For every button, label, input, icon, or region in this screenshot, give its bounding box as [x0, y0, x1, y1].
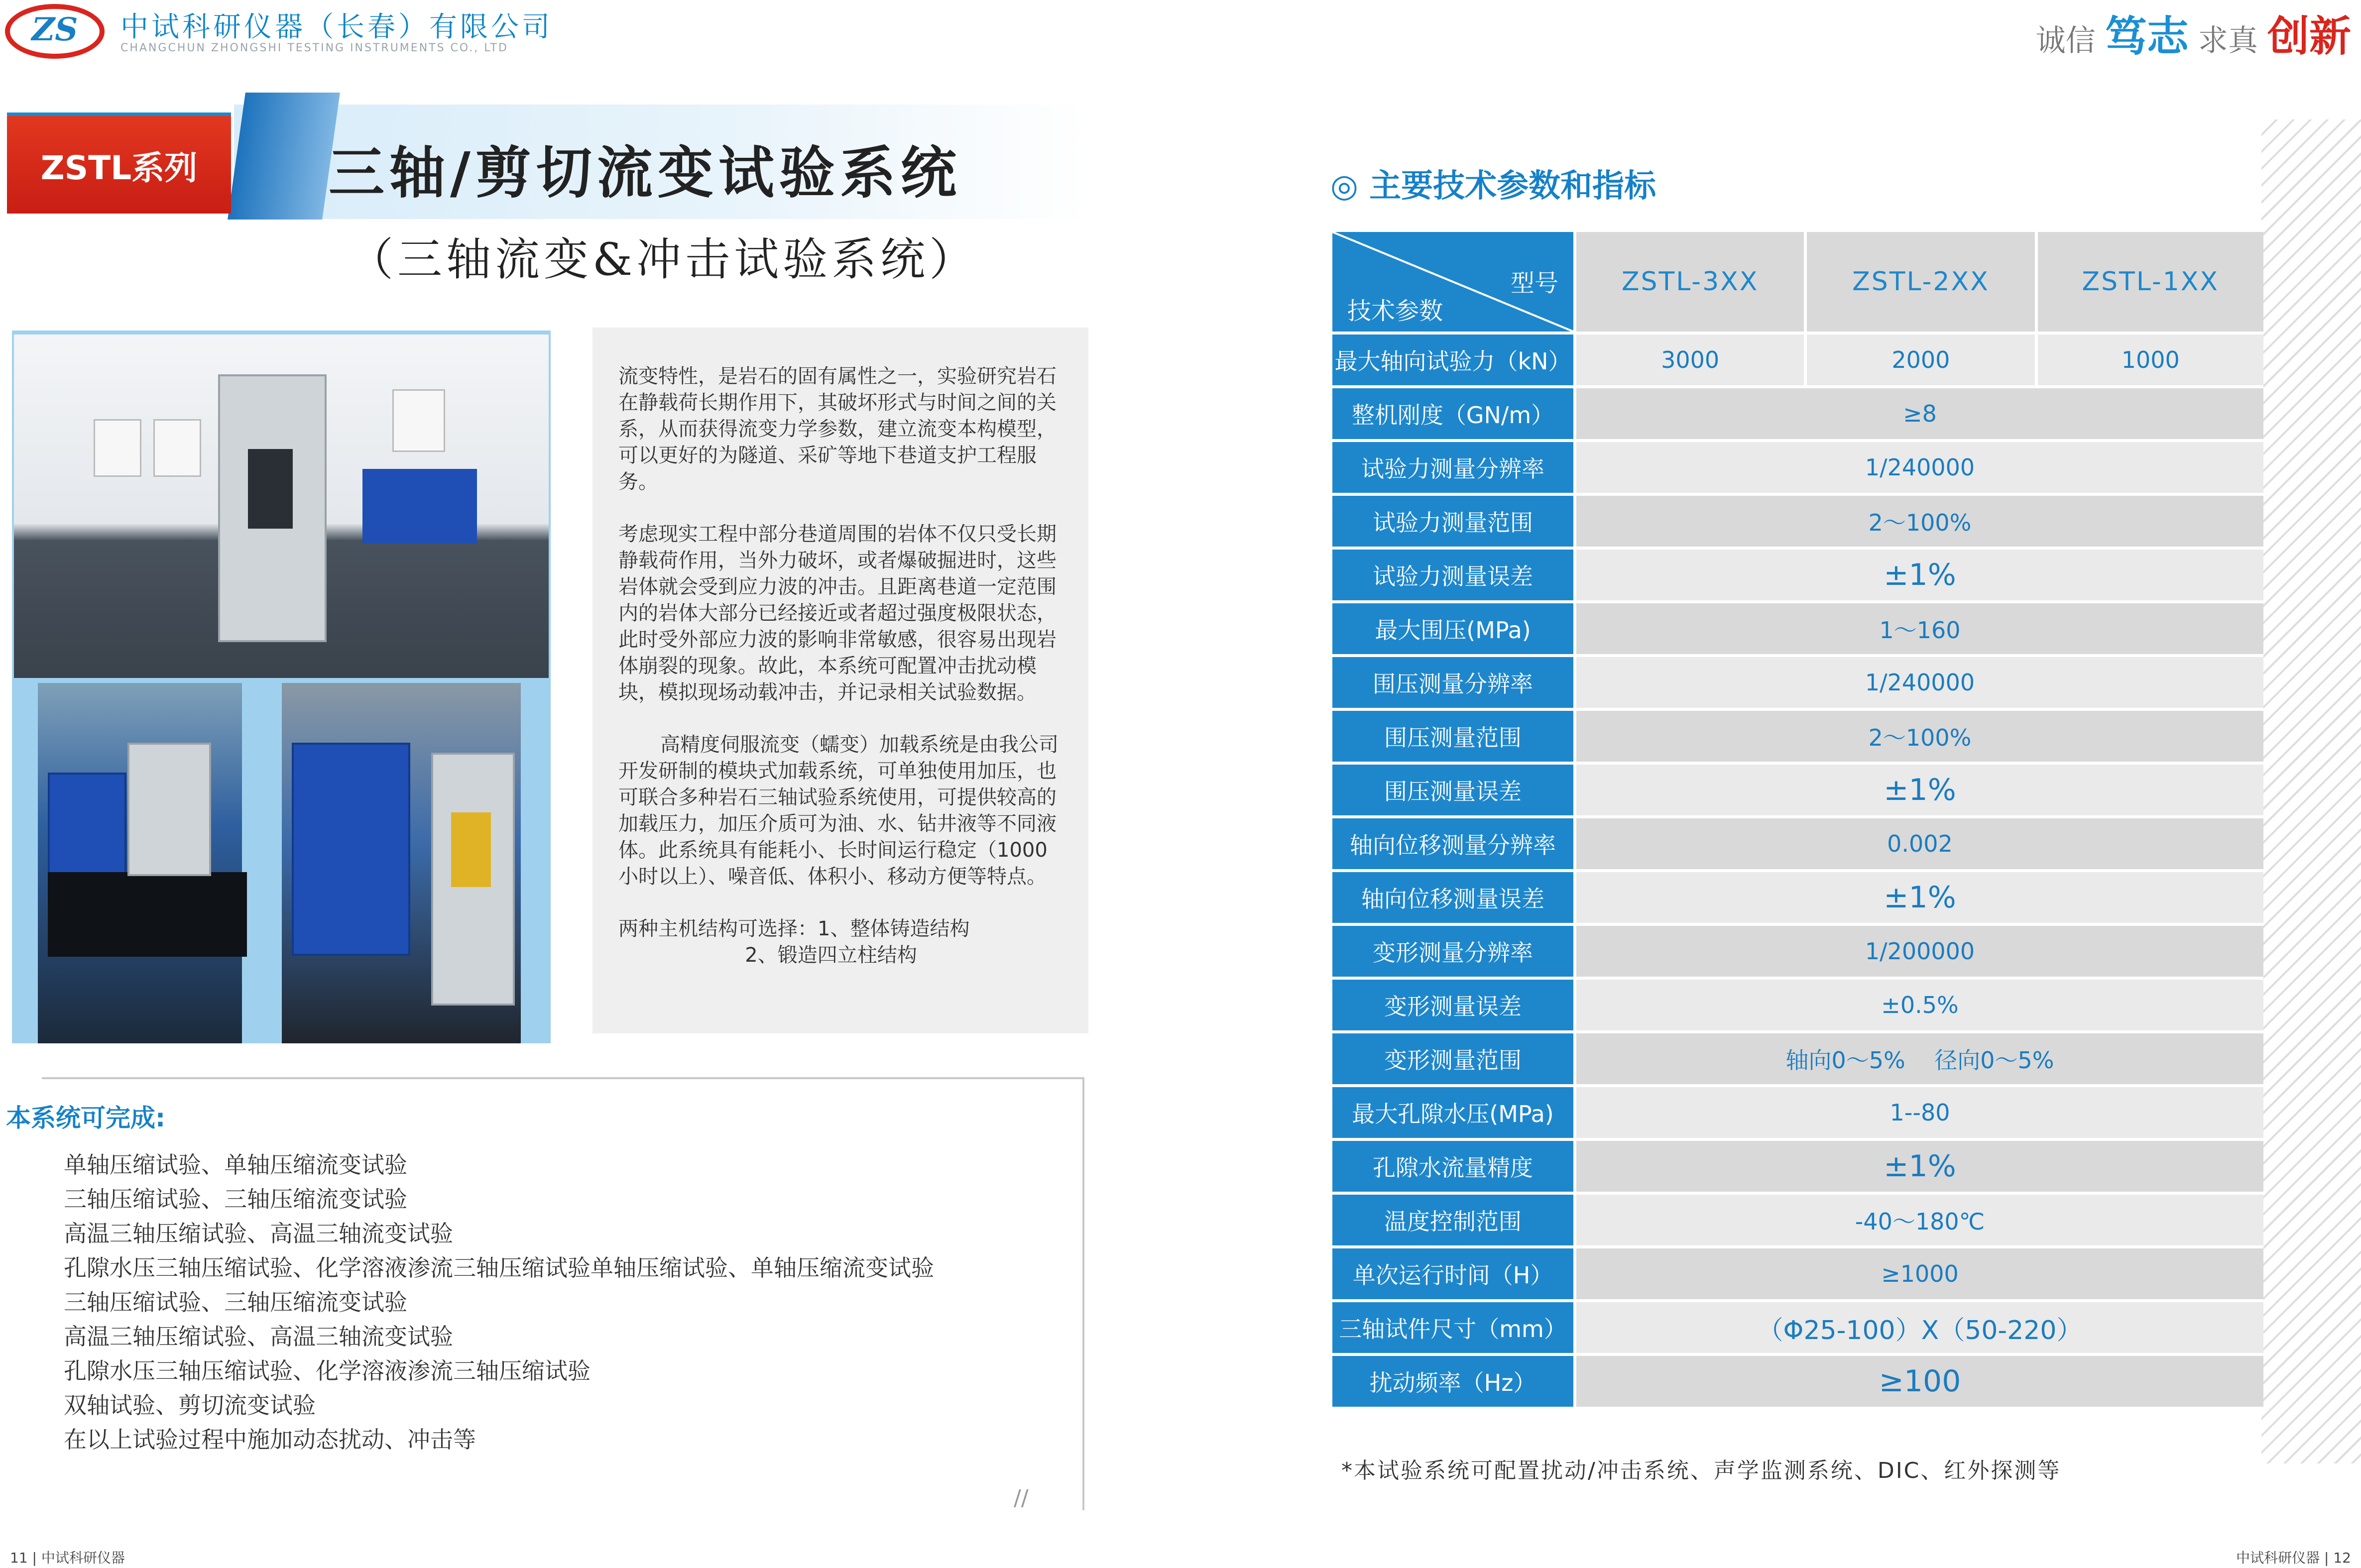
table-row [1332, 926, 2263, 980]
list-item: 在以上试验过程中施加动态扰动、冲击等 [64, 1426, 476, 1453]
table-row [1332, 657, 2263, 711]
motto-word: 笃志 [2105, 11, 2189, 61]
param-value: ±1% [1576, 1141, 2263, 1195]
param-value: ≥100 [1576, 1356, 2263, 1410]
param-label: 变形测量误差 [1332, 980, 1576, 1033]
capabilities-list [64, 1148, 934, 1457]
table-row [1332, 1356, 2263, 1410]
table-row [1332, 335, 2263, 388]
pressure-chamber [451, 812, 491, 887]
param-value: （Φ25-100）X（50-220） [1576, 1302, 2263, 1356]
table-row [1332, 872, 2263, 926]
model-header: ZSTL-3XX [1576, 232, 1807, 335]
motto-word: 诚信 [2035, 23, 2096, 58]
control-cabinet [292, 743, 410, 956]
param-value: 2～100% [1576, 711, 2263, 765]
param-value: ±1% [1576, 765, 2263, 818]
intro-text [618, 363, 1066, 995]
table-row [1332, 442, 2263, 496]
param-label: 围压测量范围 [1332, 711, 1576, 765]
table-row [1332, 603, 2263, 657]
decorative-stripes [2261, 119, 2361, 1463]
param-label: 孔隙水流量精度 [1332, 1141, 1576, 1195]
param-label: 试验力测量范围 [1332, 496, 1576, 550]
page-footer-left: 11 | 中试科研仪器 [10, 1550, 125, 1566]
table-row [1332, 818, 2263, 872]
table-row [1332, 550, 2263, 603]
param-value: 1～160 [1576, 603, 2263, 657]
table-row [1332, 1087, 2263, 1141]
intro-paragraph: 高精度伺服流变（蠕变）加载系统是由我公司开发研制的模块式加载系统，可单独使用加压，也可联合多种岩石三轴试验系统使用，可提供较高的加载压力，加压介质可为油、水、钻井液等不同液体。此系统具有能耗小、长时间运行稳定（1000小时以上）、噪音低、体积小、移动方便等特点。 [618, 733, 1059, 888]
param-label: 整机刚度（GN/m） [1332, 388, 1576, 442]
table-row [1332, 388, 2263, 442]
param-value: 0.002 [1576, 818, 2263, 872]
page-subtitle: （三轴流变&冲击试验系统） [349, 233, 978, 286]
intro-paragraph: 考虑现实工程中部分巷道周围的岩体不仅只受长期静载荷作用，当外力破坏，或者爆破掘进时，这些岩体就会受到应力波的冲击。且距离巷道一定范围内的岩体大部分已经接近或者超过强度极限状态，此时受外部应力波的影响非常敏感，很容易出现岩体崩裂的现象。故此，本系统可配置冲击扰动模块，模拟现场动载冲击，并记录相关试验数据。 [618, 523, 1057, 704]
param-value: ±1% [1576, 872, 2263, 926]
model-header: ZSTL-2XX [1807, 232, 2037, 335]
param-label: 最大孔隙水压(MPa) [1332, 1087, 1576, 1141]
list-item: 三轴压缩试验、三轴压缩流变试验 [64, 1289, 407, 1316]
param-label: 试验力测量误差 [1332, 550, 1576, 603]
list-item: 高温三轴压缩试验、高温三轴流变试验 [64, 1323, 453, 1350]
motto-word: 求真 [2198, 23, 2258, 58]
equipment-photo-control [38, 683, 242, 1043]
page-footer-right: 中试科研仪器 | 12 [2236, 1550, 2351, 1566]
list-item: 单轴压缩试验、单轴压缩流变试验 [64, 1151, 407, 1178]
table-row [1332, 711, 2263, 765]
load-cell [248, 449, 293, 529]
table-row [1332, 765, 2263, 818]
equipment-photo-cabinets [282, 683, 521, 1043]
param-value: 2～100% [1576, 496, 2263, 550]
footnote: *本试验系统可配置扰动/冲击系统、声学监测系统、DIC、红外探测等 [1341, 1458, 2061, 1483]
table-row [1332, 496, 2263, 550]
param-value: 1/240000 [1576, 442, 2263, 496]
param-value: 2000 [1807, 335, 2037, 388]
table-row [1332, 1302, 2263, 1356]
motto-word: 创新 [2267, 11, 2351, 61]
param-label: 围压测量分辨率 [1332, 657, 1576, 711]
wall-poster [94, 419, 141, 477]
table-header-row [1332, 232, 2263, 335]
wall-poster [153, 419, 201, 477]
param-value: 1--80 [1576, 1087, 2263, 1141]
equipment-photo-lab [14, 335, 549, 678]
capabilities-title: 本系统可完成: [6, 1104, 165, 1132]
param-value: 1/200000 [1576, 926, 2263, 980]
table-row [1332, 980, 2263, 1033]
company-name-en: CHANGCHUN ZHONGSHI TESTING INSTRUMENTS CO., LTD [120, 42, 508, 54]
table-row [1332, 1195, 2263, 1248]
param-label: 三轴试件尺寸（mm） [1332, 1302, 1576, 1356]
param-label: 扰动频率（Hz） [1332, 1356, 1576, 1410]
table-row [1332, 1141, 2263, 1195]
param-value: 3000 [1576, 335, 1807, 388]
company-motto [2036, 3, 2351, 63]
param-value: ±1% [1576, 550, 2263, 603]
table-corner-cell [1332, 232, 1576, 335]
param-label: 最大轴向试验力（kN） [1332, 335, 1576, 388]
list-item: 三轴压缩试验、三轴压缩流变试验 [64, 1186, 407, 1213]
param-value: 1/240000 [1576, 657, 2263, 711]
param-value: -40～180℃ [1576, 1195, 2263, 1248]
structure-option: 2、锻造四立柱结构 [618, 944, 917, 967]
param-label: 试验力测量分辨率 [1332, 442, 1576, 496]
structure-option: 两种主机结构可选择：1、整体铸造结构 [618, 917, 970, 940]
monitor [48, 872, 247, 957]
list-item: 高温三轴压缩试验、高温三轴流变试验 [64, 1220, 453, 1247]
param-label: 变形测量范围 [1332, 1033, 1576, 1087]
param-label: 单次运行时间（H） [1332, 1248, 1576, 1302]
page-title: 三轴/剪切流变试验系统 [329, 140, 961, 206]
param-value: 1000 [2038, 335, 2263, 388]
model-header: ZSTL-1XX [2038, 232, 2263, 335]
wall-poster [392, 389, 445, 452]
decorative-slashes: // [1014, 1485, 1029, 1511]
series-badge: ZSTL系列 [7, 116, 231, 214]
param-label: 变形测量分辨率 [1332, 926, 1576, 980]
company-logo: ZS [31, 11, 78, 48]
list-item: 孔隙水压三轴压缩试验、化学溶液渗流三轴压缩试验 [64, 1357, 590, 1384]
company-name-cn: 中试科研仪器（长春）有限公司 [120, 11, 553, 43]
param-value: ≥8 [1576, 388, 2263, 442]
section-title: ◎ 主要技术参数和指标 [1330, 168, 1656, 205]
param-value: 轴向0～5% 径向0～5% [1576, 1033, 2263, 1087]
test-machine-frame [127, 743, 211, 876]
table-row [1332, 1248, 2263, 1302]
title-accent [228, 93, 340, 220]
corner-model-label: 型号 [1510, 269, 1558, 297]
table-row [1332, 1033, 2263, 1087]
param-value: ≥1000 [1576, 1248, 2263, 1302]
blue-module [362, 469, 477, 544]
spec-table [1332, 232, 2263, 1410]
param-label: 轴向位移测量误差 [1332, 872, 1576, 926]
intro-paragraph: 流变特性，是岩石的固有属性之一，实验研究岩石在静载荷长期作用下，其破坏形式与时间之间的关系，从而获得流变力学参数，建立流变本构模型，可以更好的为隧道、采矿等地下巷道支护工程服务。 [618, 365, 1057, 493]
corner-param-label: 技术参数 [1347, 297, 1443, 325]
list-item: 孔隙水压三轴压缩试验、化学溶液渗流三轴压缩试验单轴压缩试验、单轴压缩流变试验 [64, 1254, 934, 1281]
param-label: 最大围压(MPa) [1332, 603, 1576, 657]
param-label: 围压测量误差 [1332, 765, 1576, 818]
param-label: 温度控制范围 [1332, 1195, 1576, 1248]
list-item: 双轴试验、剪切流变试验 [64, 1392, 316, 1419]
param-value: ±0.5% [1576, 980, 2263, 1033]
param-label: 轴向位移测量分辨率 [1332, 818, 1576, 872]
